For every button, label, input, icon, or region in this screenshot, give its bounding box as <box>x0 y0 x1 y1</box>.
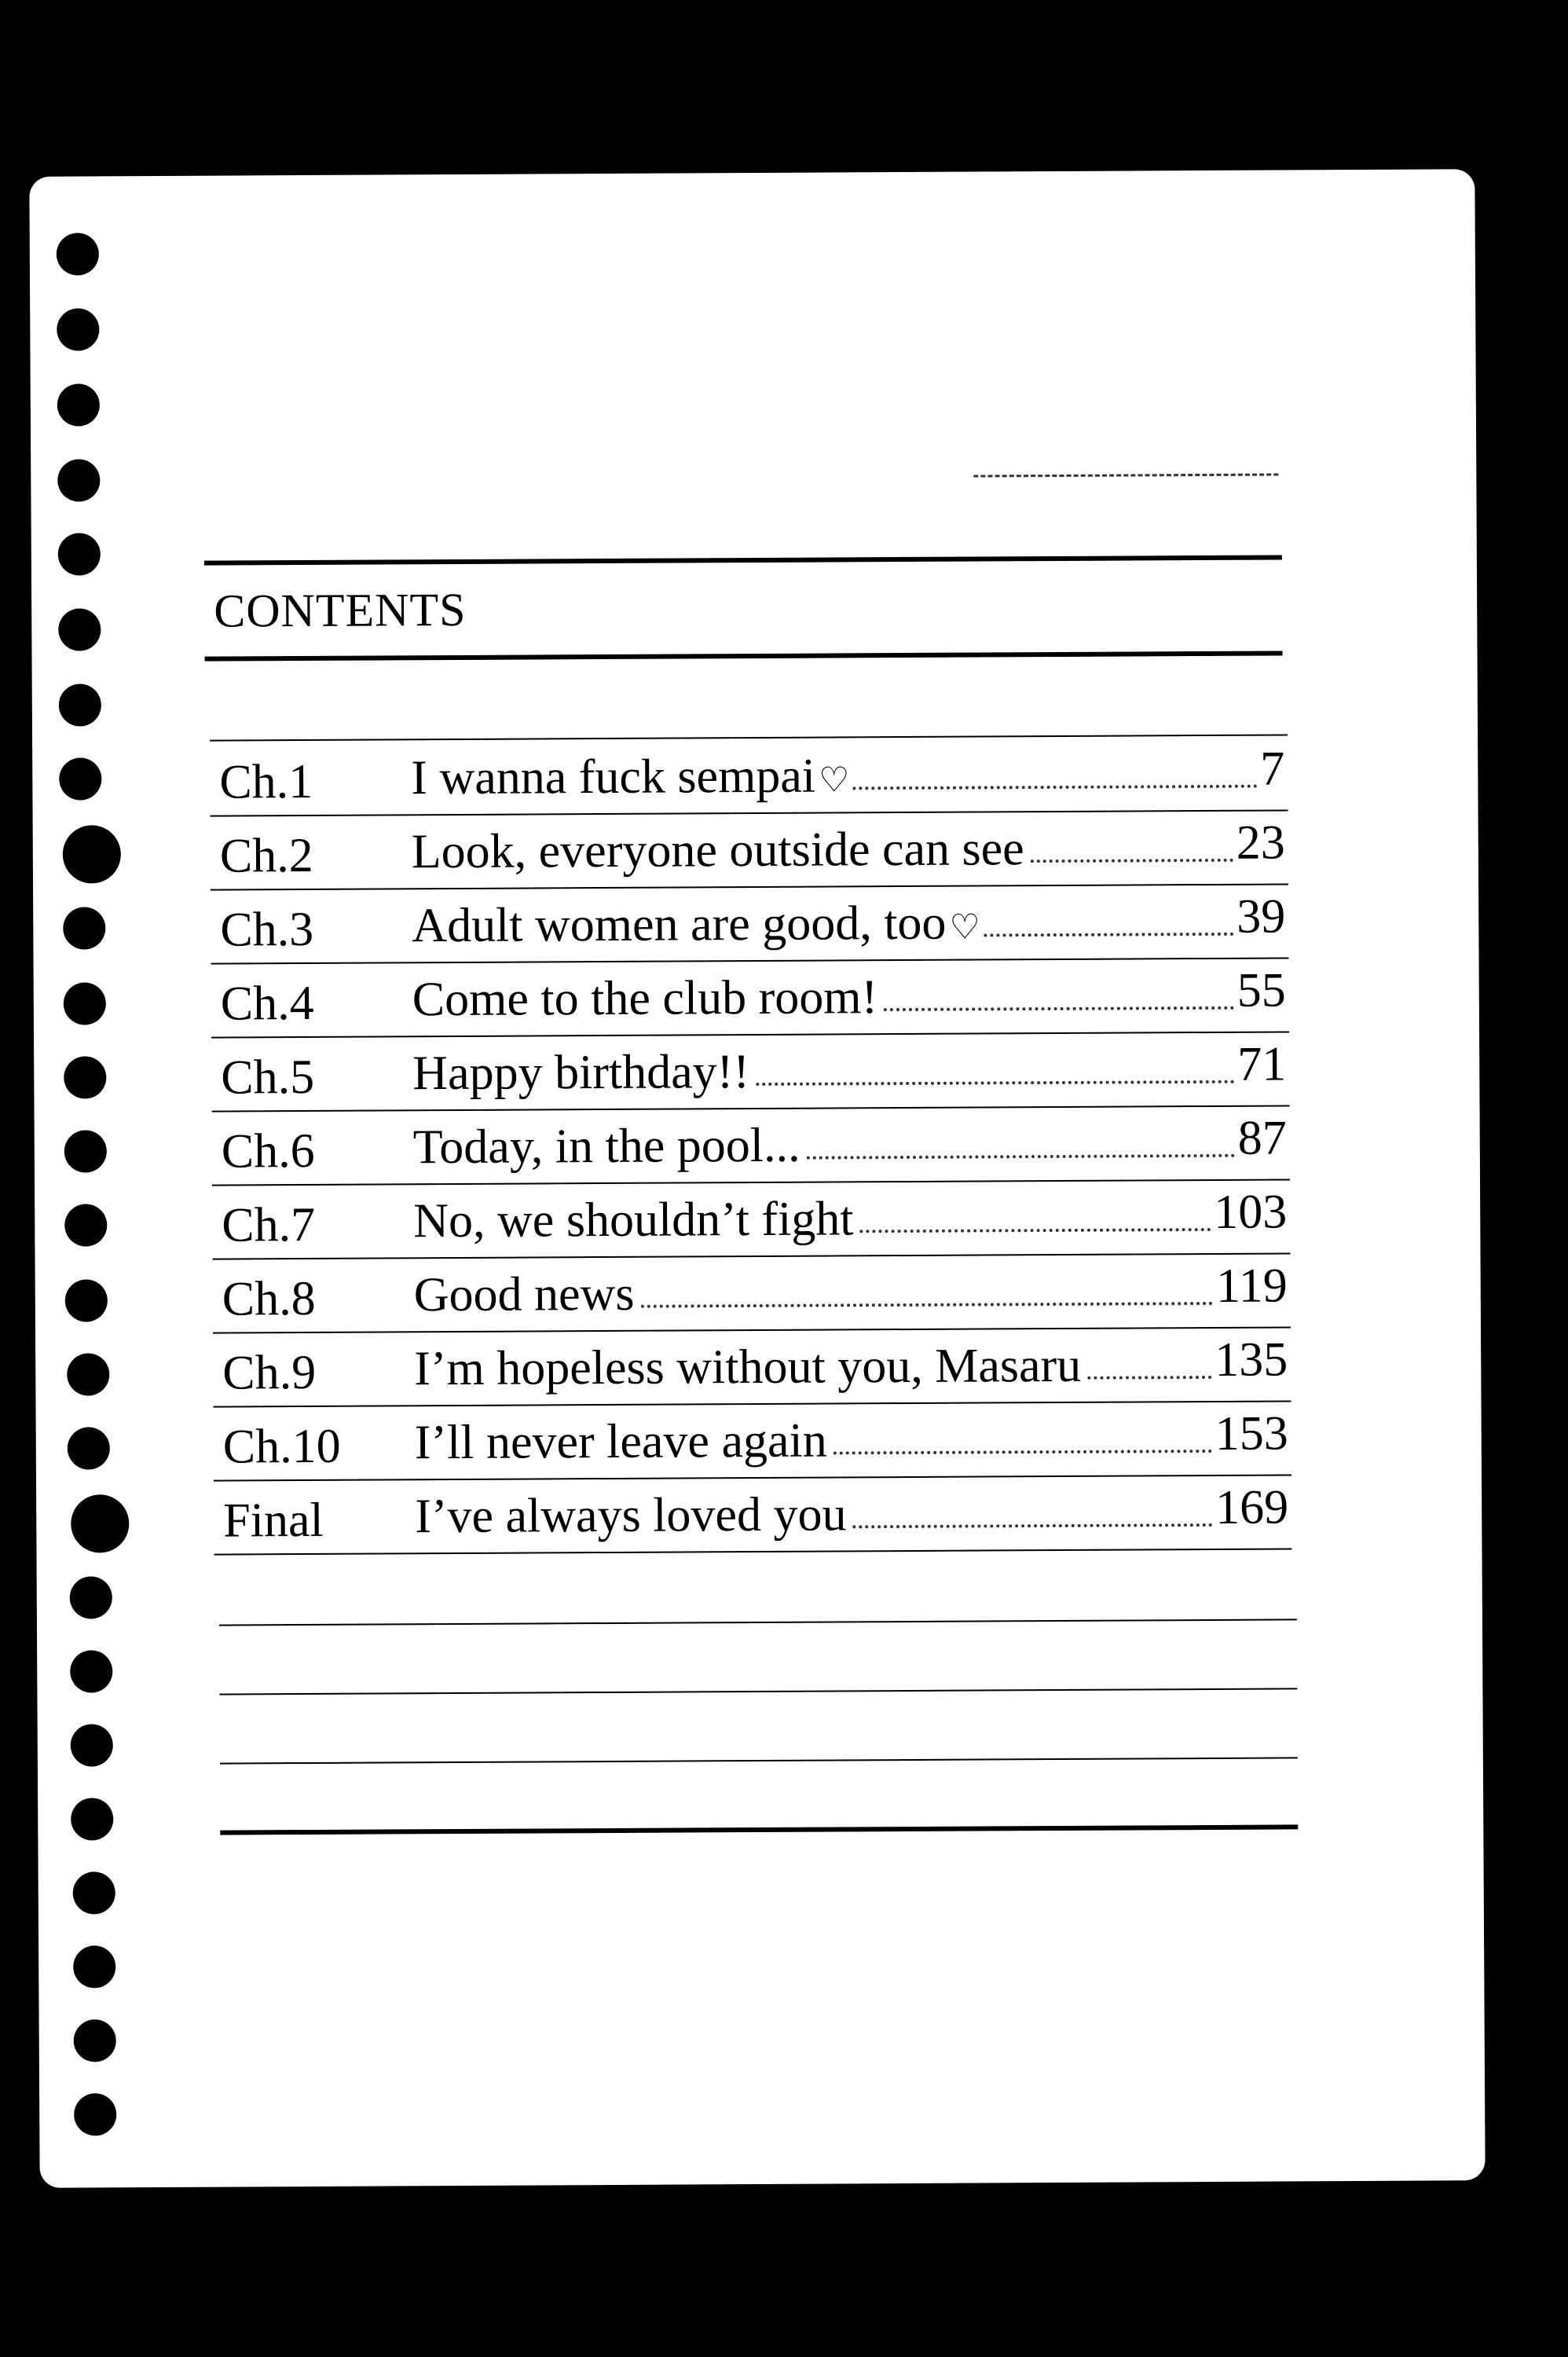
page-number: 103 <box>1214 1185 1288 1239</box>
binder-hole <box>63 907 105 949</box>
table-of-contents <box>210 735 1291 1553</box>
dot-leader <box>984 933 1233 937</box>
heart-icon: ♡ <box>949 907 981 947</box>
page-number: 169 <box>1215 1480 1289 1534</box>
binder-hole <box>64 982 106 1025</box>
page-number: 23 <box>1236 816 1285 870</box>
bottom-rule <box>220 1824 1298 1835</box>
dot-leader <box>833 1450 1212 1455</box>
dot-leader <box>641 1302 1214 1308</box>
dot-leader <box>884 1006 1234 1011</box>
dot-leader <box>853 785 1258 790</box>
blank-rule <box>220 1757 1298 1764</box>
binder-hole <box>63 825 121 883</box>
chapter-number: Ch.7 <box>222 1197 316 1252</box>
chapter-title: I’ll never leave again <box>414 1413 827 1470</box>
binder-hole <box>57 308 99 350</box>
dot-leader <box>1087 1376 1211 1380</box>
top-rule <box>204 555 1282 565</box>
dot-leader <box>853 1523 1213 1528</box>
binder-hole <box>57 383 100 426</box>
chapter-number: Ch.10 <box>222 1419 341 1474</box>
toc-entry[interactable] <box>213 1252 1291 1332</box>
chapter-title: I wanna fuck sempai♡ <box>411 749 850 805</box>
binder-hole <box>64 1204 107 1246</box>
page-number: 135 <box>1214 1332 1288 1387</box>
binder-hole <box>58 533 101 575</box>
page-number: 71 <box>1237 1037 1287 1091</box>
chapter-title: No, we shouldn’t fight <box>413 1192 854 1248</box>
page-number: 55 <box>1236 963 1286 1017</box>
binder-hole <box>73 1871 115 1914</box>
toc-entry[interactable] <box>213 1326 1291 1406</box>
binder-hole <box>67 1353 109 1395</box>
dot-leader <box>756 1080 1234 1086</box>
dot-leader <box>860 1228 1211 1233</box>
chapter-title: I’m hopeless without you, Masaru <box>414 1338 1082 1396</box>
toc-entry[interactable] <box>212 1105 1290 1184</box>
contents-heading: CONTENTS <box>214 583 467 637</box>
binder-hole <box>57 233 99 275</box>
chapter-title: Come to the club room! <box>412 970 878 1027</box>
binder-hole <box>64 1130 107 1172</box>
chapter-title: Good news <box>413 1266 635 1322</box>
binder-hole <box>74 2093 116 2135</box>
binder-hole <box>65 1279 108 1321</box>
binder-hole <box>71 1724 113 1766</box>
dot-leader <box>807 1154 1235 1160</box>
toc-entry[interactable] <box>211 883 1288 962</box>
page-number: 119 <box>1215 1259 1288 1313</box>
binder-hole <box>70 1576 112 1618</box>
blank-rule <box>219 1688 1297 1695</box>
toc-entry[interactable] <box>211 809 1288 889</box>
binder-hole <box>58 608 101 651</box>
chapter-title: Look, everyone outside can see <box>411 822 1024 879</box>
dot-leader <box>1031 859 1233 863</box>
page-number: 7 <box>1260 742 1285 796</box>
heading-rule <box>205 651 1283 661</box>
binder-hole <box>73 1945 115 1988</box>
toc-entry[interactable] <box>211 957 1289 1036</box>
toc-entry[interactable] <box>214 1474 1291 1553</box>
chapter-number: Ch.2 <box>219 828 313 883</box>
toc-entry[interactable] <box>212 1178 1290 1258</box>
notebook-page <box>29 169 1485 2188</box>
chapter-number: Ch.1 <box>219 754 313 809</box>
binder-hole <box>74 2019 116 2062</box>
binder-hole <box>59 757 101 800</box>
heart-icon: ♡ <box>818 761 850 800</box>
binder-hole <box>71 1494 129 1552</box>
binder-hole <box>59 684 101 726</box>
chapter-number: Ch.6 <box>221 1124 315 1178</box>
binder-hole <box>57 459 100 501</box>
chapter-number: Ch.5 <box>221 1050 315 1105</box>
page-number: 87 <box>1237 1111 1287 1165</box>
toc-entry[interactable] <box>214 1400 1291 1479</box>
chapter-title: Today, in the pool... <box>412 1118 800 1175</box>
binder-holes <box>29 176 157 2188</box>
page-number: 153 <box>1214 1406 1288 1461</box>
chapter-title: Happy birthday!! <box>412 1045 750 1101</box>
binder-hole <box>70 1650 112 1692</box>
toc-entry[interactable] <box>211 1031 1289 1110</box>
toc-entry[interactable] <box>210 735 1288 815</box>
chapter-title: Adult women are good, too♡ <box>412 896 981 953</box>
page-number: 39 <box>1236 889 1286 944</box>
chapter-number: Ch.9 <box>222 1345 317 1400</box>
binder-hole <box>68 1427 110 1469</box>
chapter-number: Ch.4 <box>220 976 314 1031</box>
chapter-number: Ch.8 <box>222 1271 316 1326</box>
chapter-number: Ch.3 <box>220 902 314 957</box>
chapter-number: Final <box>223 1493 324 1548</box>
blank-rule <box>219 1618 1297 1626</box>
chapter-title: I’ve always loved you <box>415 1487 847 1544</box>
binder-hole <box>64 1056 106 1098</box>
binder-hole <box>71 1798 113 1840</box>
dashed-line <box>973 474 1278 478</box>
